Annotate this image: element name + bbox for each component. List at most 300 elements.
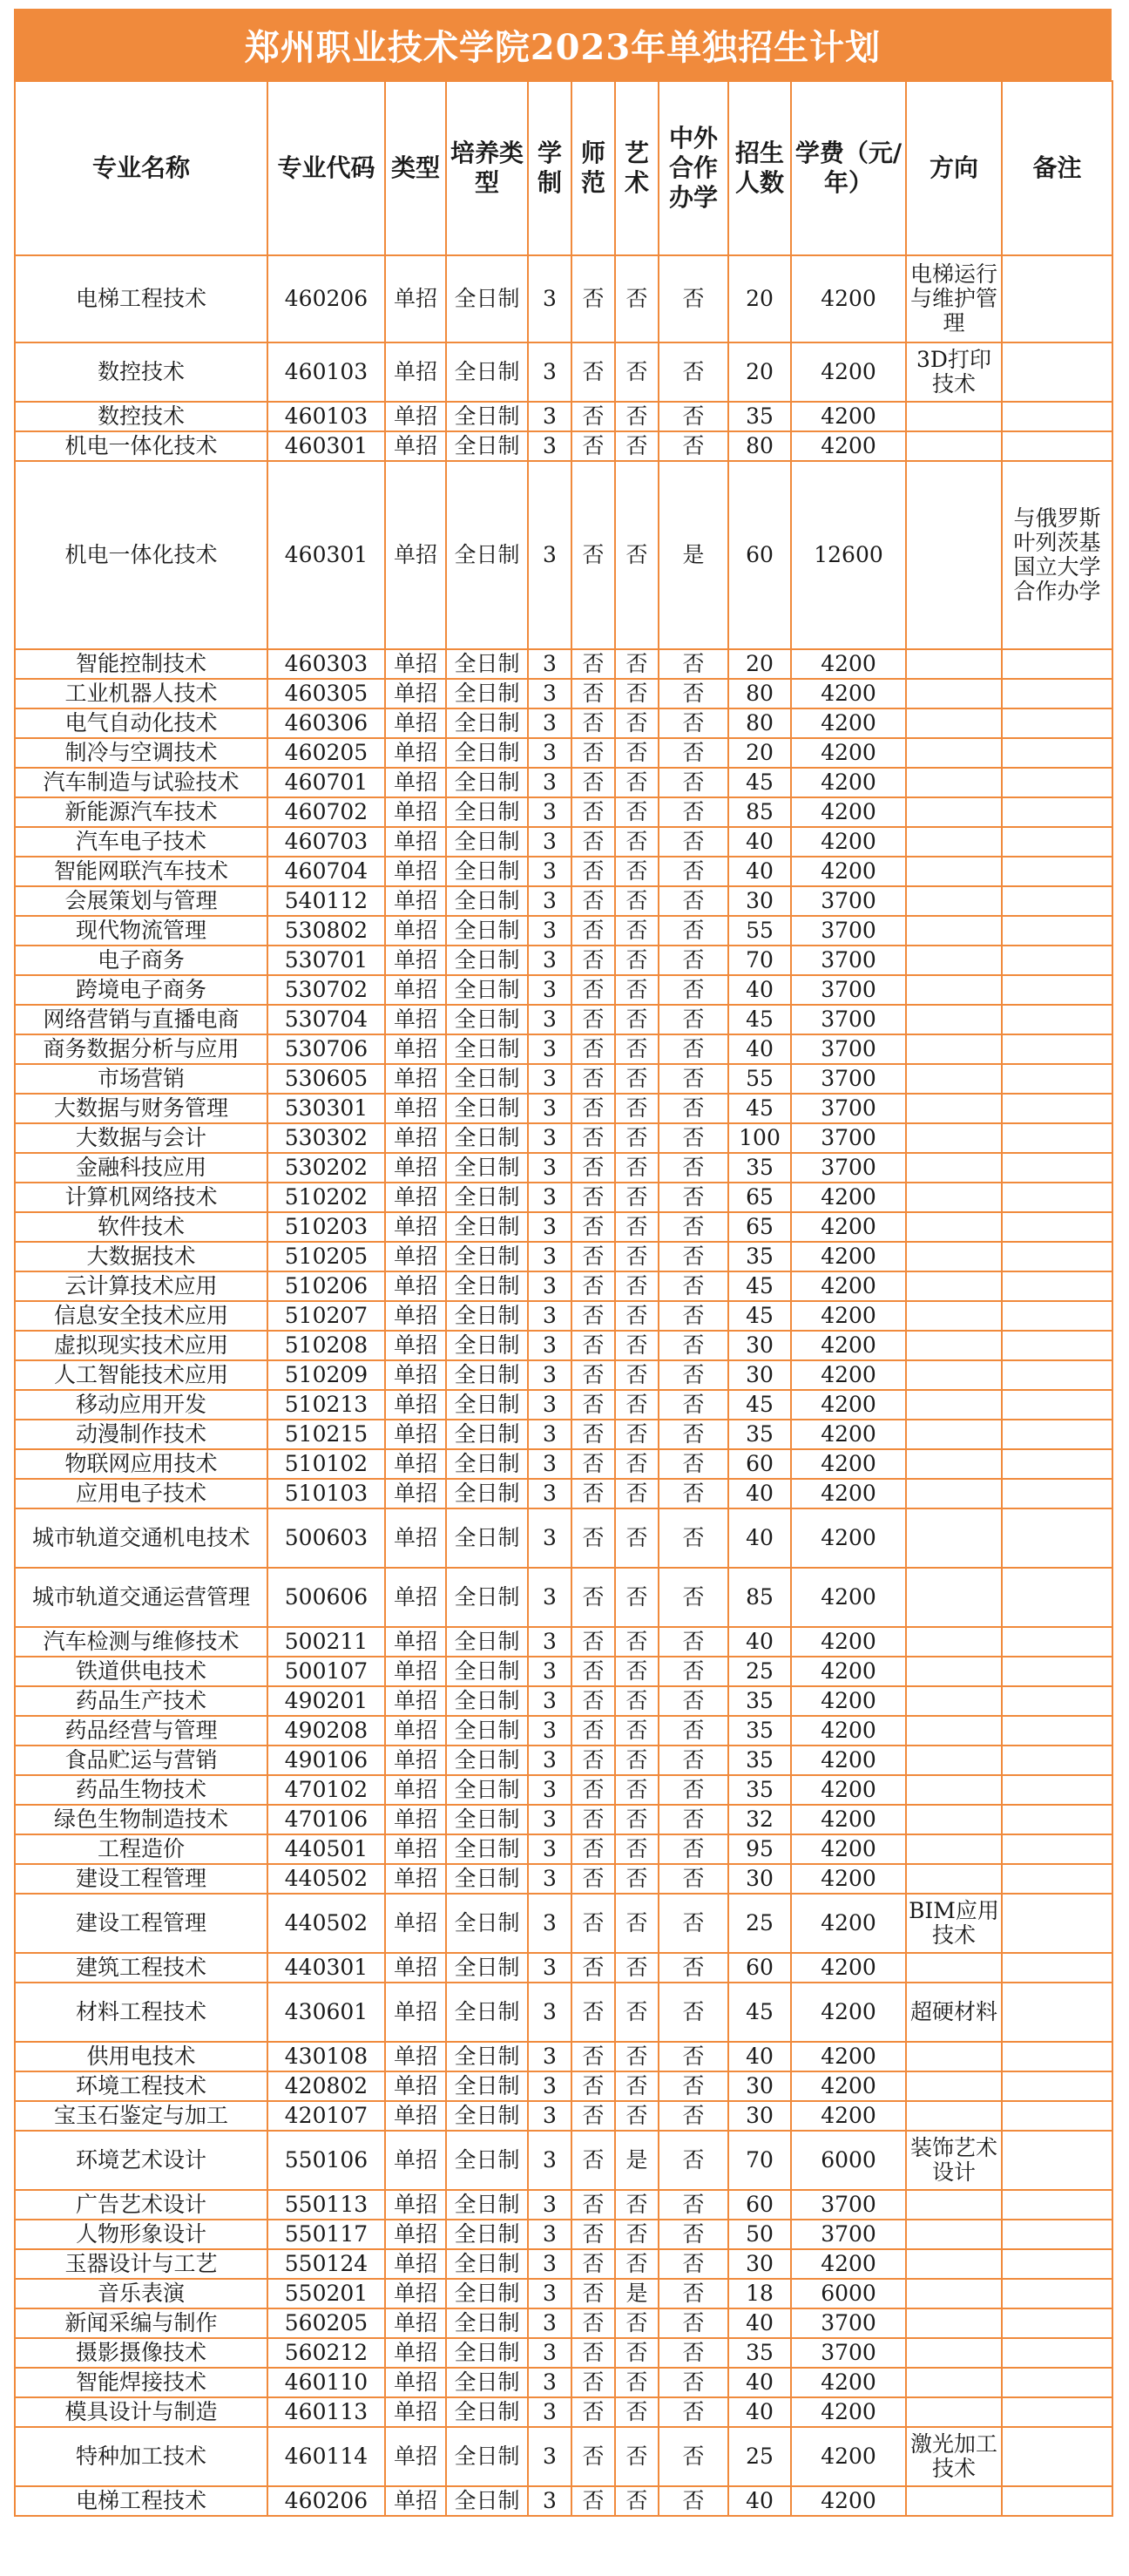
cell-major-code: 420802 (267, 2071, 385, 2101)
cell-major-code: 490201 (267, 1686, 385, 1716)
cell-major-name: 环境工程技术 (15, 2071, 267, 2101)
cell-enrollment: 40 (728, 1479, 791, 1508)
cell-training-type: 全日制 (446, 2486, 528, 2516)
cell-cooperation: 否 (659, 1064, 728, 1094)
cell-type: 单招 (385, 886, 446, 916)
cell-enrollment: 60 (728, 1449, 791, 1479)
cell-art: 否 (615, 1746, 659, 1775)
cell-type: 单招 (385, 2397, 446, 2427)
cell-normal: 否 (571, 1094, 615, 1123)
header-enrollment: 招生人数 (728, 81, 791, 255)
table-row (15, 461, 1112, 649)
cell-major-code: 510205 (267, 1242, 385, 1271)
table-row (15, 1479, 1112, 1508)
table-row (15, 2368, 1112, 2397)
cell-cooperation: 否 (659, 2486, 728, 2516)
cell-major-code: 530704 (267, 1005, 385, 1034)
cell-training-type: 全日制 (446, 1686, 528, 1716)
cell-training-type: 全日制 (446, 1420, 528, 1449)
cell-training-type: 全日制 (446, 1508, 528, 1568)
cell-training-type: 全日制 (446, 1568, 528, 1627)
cell-major-code: 460701 (267, 768, 385, 797)
cell-training-type: 全日制 (446, 1716, 528, 1746)
cell-direction (906, 1390, 1002, 1420)
cell-tuition: 4200 (791, 2368, 906, 2397)
cell-tuition: 4200 (791, 1271, 906, 1301)
cell-major-code: 500211 (267, 1627, 385, 1657)
table-row (15, 1420, 1112, 1449)
cell-direction (906, 402, 1002, 431)
cell-years: 3 (528, 255, 571, 342)
cell-major-name: 移动应用开发 (15, 1390, 267, 1420)
cell-note (1002, 1034, 1112, 1064)
cell-major-name: 物联网应用技术 (15, 1449, 267, 1479)
cell-years: 3 (528, 1064, 571, 1094)
cell-years: 3 (528, 1894, 571, 1953)
cell-art: 否 (615, 461, 659, 649)
cell-normal: 否 (571, 2308, 615, 2338)
cell-direction (906, 2101, 1002, 2131)
cell-note (1002, 827, 1112, 857)
cell-training-type: 全日制 (446, 1864, 528, 1894)
cell-cooperation: 否 (659, 1123, 728, 1153)
cell-normal: 否 (571, 2486, 615, 2516)
cell-major-code: 510209 (267, 1360, 385, 1390)
cell-normal: 否 (571, 1301, 615, 1331)
header-years: 学制 (528, 81, 571, 255)
cell-note (1002, 1420, 1112, 1449)
cell-major-name: 特种加工技术 (15, 2427, 267, 2486)
cell-type: 单招 (385, 1657, 446, 1686)
header-normal: 师范 (571, 81, 615, 255)
cell-normal: 否 (571, 1953, 615, 1983)
cell-years: 3 (528, 1005, 571, 1034)
table-row (15, 1627, 1112, 1657)
cell-art: 否 (615, 975, 659, 1005)
cell-years: 3 (528, 2042, 571, 2071)
cell-art: 否 (615, 1894, 659, 1953)
cell-enrollment: 35 (728, 1775, 791, 1805)
cell-major-code: 460305 (267, 679, 385, 708)
table-body (15, 255, 1112, 2516)
cell-enrollment: 40 (728, 975, 791, 1005)
cell-direction: 激光加工技术 (906, 2427, 1002, 2486)
cell-major-code: 530301 (267, 1094, 385, 1123)
cell-training-type: 全日制 (446, 402, 528, 431)
cell-training-type: 全日制 (446, 679, 528, 708)
cell-art: 否 (615, 679, 659, 708)
cell-major-name: 数控技术 (15, 342, 267, 402)
cell-direction (906, 679, 1002, 708)
cell-training-type: 全日制 (446, 649, 528, 679)
cell-note (1002, 2427, 1112, 2486)
cell-art: 否 (615, 2042, 659, 2071)
cell-normal: 否 (571, 1479, 615, 1508)
cell-normal: 否 (571, 1064, 615, 1094)
cell-major-code: 460703 (267, 827, 385, 857)
cell-direction (906, 1420, 1002, 1449)
cell-art: 否 (615, 738, 659, 768)
cell-years: 3 (528, 649, 571, 679)
cell-art: 否 (615, 1123, 659, 1153)
cell-direction (906, 1746, 1002, 1775)
cell-major-name: 信息安全技术应用 (15, 1301, 267, 1331)
cell-note (1002, 2131, 1112, 2190)
cell-note (1002, 946, 1112, 975)
cell-training-type: 全日制 (446, 255, 528, 342)
cell-major-name: 摄影摄像技术 (15, 2338, 267, 2368)
cell-tuition: 3700 (791, 2338, 906, 2368)
cell-training-type: 全日制 (446, 1123, 528, 1153)
cell-major-code: 470106 (267, 1805, 385, 1834)
cell-enrollment: 18 (728, 2279, 791, 2308)
cell-major-name: 市场营销 (15, 1064, 267, 1094)
cell-training-type: 全日制 (446, 431, 528, 461)
cell-art: 否 (615, 1064, 659, 1094)
cell-art: 否 (615, 1775, 659, 1805)
cell-cooperation: 否 (659, 1301, 728, 1331)
cell-type: 单招 (385, 1953, 446, 1983)
cell-cooperation: 否 (659, 1212, 728, 1242)
cell-note (1002, 1449, 1112, 1479)
cell-cooperation: 否 (659, 827, 728, 857)
cell-major-name: 汽车检测与维修技术 (15, 1627, 267, 1657)
cell-major-name: 建设工程管理 (15, 1894, 267, 1953)
cell-years: 3 (528, 1242, 571, 1271)
cell-note (1002, 1331, 1112, 1360)
cell-enrollment: 32 (728, 1805, 791, 1834)
cell-tuition: 4200 (791, 1479, 906, 1508)
cell-art: 否 (615, 1627, 659, 1657)
cell-training-type: 全日制 (446, 2338, 528, 2368)
cell-cooperation: 否 (659, 1746, 728, 1775)
cell-enrollment: 25 (728, 1894, 791, 1953)
cell-type: 单招 (385, 402, 446, 431)
cell-normal: 否 (571, 1242, 615, 1271)
cell-normal: 否 (571, 1390, 615, 1420)
cell-direction (906, 461, 1002, 649)
cell-cooperation: 否 (659, 2338, 728, 2368)
cell-note (1002, 2190, 1112, 2220)
cell-enrollment: 40 (728, 2486, 791, 2516)
cell-tuition: 3700 (791, 1094, 906, 1123)
cell-cooperation: 否 (659, 946, 728, 975)
cell-training-type: 全日制 (446, 975, 528, 1005)
cell-art: 否 (615, 1183, 659, 1212)
cell-years: 3 (528, 916, 571, 946)
cell-type: 单招 (385, 1123, 446, 1153)
cell-direction (906, 1064, 1002, 1094)
cell-training-type: 全日制 (446, 1094, 528, 1123)
cell-art: 否 (615, 857, 659, 886)
cell-cooperation: 否 (659, 1242, 728, 1271)
cell-direction (906, 886, 1002, 916)
cell-art: 否 (615, 2101, 659, 2131)
table-row (15, 946, 1112, 975)
cell-enrollment: 60 (728, 461, 791, 649)
cell-tuition: 4200 (791, 738, 906, 768)
cell-years: 3 (528, 1627, 571, 1657)
cell-enrollment: 20 (728, 342, 791, 402)
cell-cooperation: 否 (659, 975, 728, 1005)
cell-note (1002, 1746, 1112, 1775)
cell-type: 单招 (385, 1301, 446, 1331)
cell-major-code: 460206 (267, 2486, 385, 2516)
header-cooperation: 中外合作办学 (659, 81, 728, 255)
cell-training-type: 全日制 (446, 708, 528, 738)
table-row (15, 1953, 1112, 1983)
cell-years: 3 (528, 2279, 571, 2308)
cell-major-code: 460103 (267, 402, 385, 431)
cell-years: 3 (528, 1271, 571, 1301)
cell-normal: 否 (571, 2101, 615, 2131)
cell-type: 单招 (385, 2338, 446, 2368)
cell-major-name: 数控技术 (15, 402, 267, 431)
cell-type: 单招 (385, 1034, 446, 1064)
cell-normal: 否 (571, 2042, 615, 2071)
cell-tuition: 4200 (791, 1568, 906, 1627)
cell-enrollment: 100 (728, 1123, 791, 1153)
cell-major-name: 城市轨道交通运营管理 (15, 1568, 267, 1627)
cell-cooperation: 否 (659, 1864, 728, 1894)
cell-cooperation: 否 (659, 649, 728, 679)
cell-cooperation: 否 (659, 1686, 728, 1716)
cell-enrollment: 40 (728, 1508, 791, 1568)
table-row (15, 916, 1112, 946)
cell-type: 单招 (385, 2486, 446, 2516)
cell-training-type: 全日制 (446, 1894, 528, 1953)
cell-cooperation: 否 (659, 255, 728, 342)
table-row (15, 1657, 1112, 1686)
cell-enrollment: 85 (728, 797, 791, 827)
header-art: 艺术 (615, 81, 659, 255)
table-row (15, 679, 1112, 708)
cell-direction (906, 2368, 1002, 2397)
cell-major-code: 460704 (267, 857, 385, 886)
cell-art: 否 (615, 2308, 659, 2338)
cell-major-code: 460301 (267, 431, 385, 461)
cell-training-type: 全日制 (446, 2131, 528, 2190)
cell-training-type: 全日制 (446, 1212, 528, 1242)
cell-major-code: 430108 (267, 2042, 385, 2071)
table-row (15, 255, 1112, 342)
cell-tuition: 4200 (791, 649, 906, 679)
table-row (15, 975, 1112, 1005)
cell-cooperation: 否 (659, 1479, 728, 1508)
cell-direction (906, 1242, 1002, 1271)
table-row (15, 2338, 1112, 2368)
cell-art: 否 (615, 1212, 659, 1242)
cell-years: 3 (528, 886, 571, 916)
cell-tuition: 4200 (791, 1360, 906, 1390)
cell-major-code: 530802 (267, 916, 385, 946)
cell-note (1002, 2101, 1112, 2131)
cell-normal: 否 (571, 1212, 615, 1242)
cell-note (1002, 649, 1112, 679)
cell-enrollment: 45 (728, 768, 791, 797)
cell-enrollment: 80 (728, 431, 791, 461)
cell-direction: 装饰艺术设计 (906, 2131, 1002, 2190)
cell-enrollment: 35 (728, 402, 791, 431)
cell-note (1002, 1271, 1112, 1301)
cell-training-type: 全日制 (446, 342, 528, 402)
cell-normal: 否 (571, 1331, 615, 1360)
cell-normal: 否 (571, 1360, 615, 1390)
cell-tuition: 4200 (791, 1627, 906, 1657)
cell-cooperation: 否 (659, 738, 728, 768)
table-row (15, 342, 1112, 402)
cell-direction (906, 431, 1002, 461)
cell-type: 单招 (385, 649, 446, 679)
cell-major-code: 440501 (267, 1834, 385, 1864)
cell-major-code: 490106 (267, 1746, 385, 1775)
cell-normal: 否 (571, 402, 615, 431)
cell-cooperation: 否 (659, 2190, 728, 2220)
cell-training-type: 全日制 (446, 1153, 528, 1183)
cell-training-type: 全日制 (446, 1271, 528, 1301)
cell-tuition: 4200 (791, 1716, 906, 1746)
cell-direction (906, 1716, 1002, 1746)
cell-note (1002, 2071, 1112, 2101)
cell-cooperation: 否 (659, 1894, 728, 1953)
cell-normal: 否 (571, 255, 615, 342)
cell-normal: 否 (571, 1834, 615, 1864)
cell-type: 单招 (385, 2101, 446, 2131)
cell-normal: 否 (571, 1983, 615, 2042)
cell-major-code: 490208 (267, 1716, 385, 1746)
cell-direction (906, 1627, 1002, 1657)
cell-major-name: 人工智能技术应用 (15, 1360, 267, 1390)
cell-training-type: 全日制 (446, 797, 528, 827)
cell-direction (906, 1360, 1002, 1390)
cell-direction (906, 827, 1002, 857)
cell-note (1002, 1301, 1112, 1331)
cell-cooperation: 否 (659, 857, 728, 886)
cell-normal: 否 (571, 461, 615, 649)
cell-art: 否 (615, 2397, 659, 2427)
cell-major-name: 大数据与会计 (15, 1123, 267, 1153)
cell-major-name: 工程造价 (15, 1834, 267, 1864)
cell-years: 3 (528, 679, 571, 708)
cell-note (1002, 1894, 1112, 1953)
cell-major-name: 药品生物技术 (15, 1775, 267, 1805)
cell-years: 3 (528, 431, 571, 461)
cell-normal: 否 (571, 2279, 615, 2308)
cell-type: 单招 (385, 2427, 446, 2486)
cell-type: 单招 (385, 1775, 446, 1805)
cell-normal: 否 (571, 797, 615, 827)
cell-cooperation: 否 (659, 1775, 728, 1805)
cell-major-name: 机电一体化技术 (15, 461, 267, 649)
cell-art: 否 (615, 255, 659, 342)
cell-tuition: 4200 (791, 431, 906, 461)
cell-years: 3 (528, 1508, 571, 1568)
cell-cooperation: 否 (659, 342, 728, 402)
cell-note (1002, 2338, 1112, 2368)
cell-tuition: 4200 (791, 679, 906, 708)
cell-major-code: 440502 (267, 1864, 385, 1894)
cell-enrollment: 45 (728, 1094, 791, 1123)
cell-years: 3 (528, 827, 571, 857)
cell-cooperation: 否 (659, 1568, 728, 1627)
cell-major-code: 560205 (267, 2308, 385, 2338)
cell-training-type: 全日制 (446, 1479, 528, 1508)
cell-art: 否 (615, 1657, 659, 1686)
cell-note (1002, 1508, 1112, 1568)
cell-training-type: 全日制 (446, 2220, 528, 2249)
cell-type: 单招 (385, 1183, 446, 1212)
cell-art: 否 (615, 1805, 659, 1834)
cell-years: 3 (528, 1834, 571, 1864)
cell-normal: 否 (571, 1894, 615, 1953)
header-major-name: 专业名称 (15, 81, 267, 255)
cell-major-code: 460114 (267, 2427, 385, 2486)
cell-years: 3 (528, 946, 571, 975)
cell-tuition: 6000 (791, 2279, 906, 2308)
cell-type: 单招 (385, 1449, 446, 1479)
cell-training-type: 全日制 (446, 461, 528, 649)
table-row (15, 768, 1112, 797)
cell-type: 单招 (385, 2220, 446, 2249)
table-row (15, 1064, 1112, 1094)
cell-art: 否 (615, 1390, 659, 1420)
cell-enrollment: 35 (728, 1716, 791, 1746)
cell-training-type: 全日制 (446, 768, 528, 797)
cell-direction (906, 1805, 1002, 1834)
cell-years: 3 (528, 1212, 571, 1242)
cell-type: 单招 (385, 2190, 446, 2220)
cell-art: 是 (615, 2131, 659, 2190)
cell-normal: 否 (571, 1805, 615, 1834)
cell-enrollment: 80 (728, 679, 791, 708)
cell-tuition: 4200 (791, 402, 906, 431)
cell-years: 3 (528, 1153, 571, 1183)
cell-note (1002, 708, 1112, 738)
table-row (15, 886, 1112, 916)
cell-major-code: 560212 (267, 2338, 385, 2368)
cell-tuition: 4200 (791, 1449, 906, 1479)
cell-major-name: 新闻采编与制作 (15, 2308, 267, 2338)
cell-art: 否 (615, 886, 659, 916)
cell-normal: 否 (571, 1508, 615, 1568)
cell-cooperation: 否 (659, 1153, 728, 1183)
cell-type: 单招 (385, 1508, 446, 1568)
table-row (15, 1834, 1112, 1864)
cell-years: 3 (528, 1301, 571, 1331)
cell-enrollment: 40 (728, 857, 791, 886)
cell-normal: 否 (571, 738, 615, 768)
cell-direction (906, 2249, 1002, 2279)
cell-tuition: 4200 (791, 1894, 906, 1953)
cell-years: 3 (528, 2131, 571, 2190)
cell-major-code: 530302 (267, 1123, 385, 1153)
table-row (15, 1212, 1112, 1242)
table-row (15, 431, 1112, 461)
cell-note (1002, 342, 1112, 402)
cell-normal: 否 (571, 2071, 615, 2101)
cell-enrollment: 70 (728, 2131, 791, 2190)
cell-direction (906, 1449, 1002, 1479)
cell-enrollment: 30 (728, 2249, 791, 2279)
cell-art: 否 (615, 1271, 659, 1301)
cell-normal: 否 (571, 2338, 615, 2368)
cell-direction (906, 1953, 1002, 1983)
cell-enrollment: 35 (728, 1242, 791, 1271)
cell-tuition: 4200 (791, 1953, 906, 1983)
cell-major-code: 530702 (267, 975, 385, 1005)
cell-normal: 否 (571, 1153, 615, 1183)
cell-major-code: 550106 (267, 2131, 385, 2190)
